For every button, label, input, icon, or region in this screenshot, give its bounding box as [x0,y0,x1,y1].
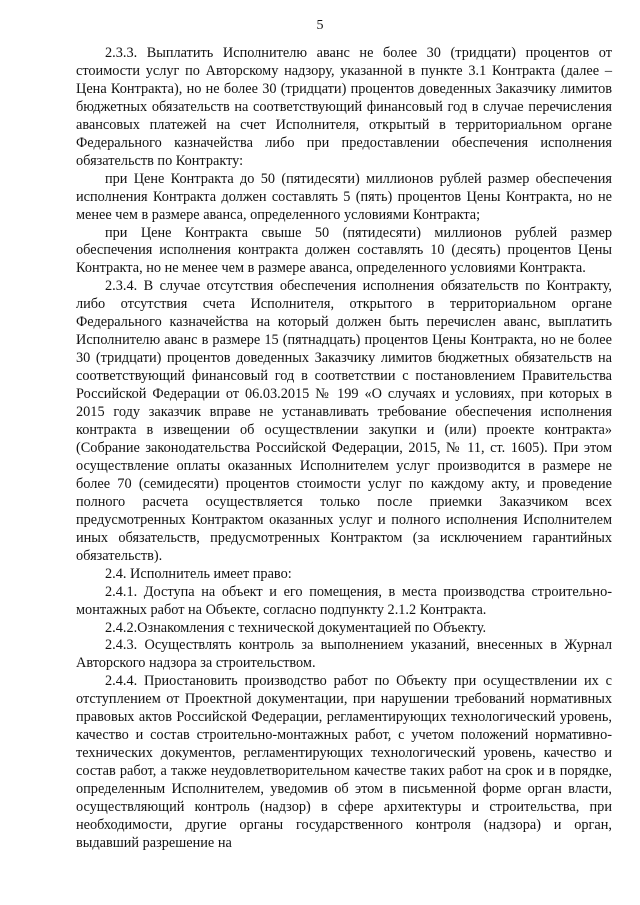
document-body [76,45,612,853]
paragraph-2-4-1: 2.4.1. Доступа на объект и его помещения, в места производства строительно-монтажных работ на Объекте, согласно подпункту 2.1.2 Контракта. [76,583,612,618]
paragraph-2-3-3: 2.3.3. Выплатить Исполнителю аванс не более 30 (тридцати) процентов от стоимости услуг по Авторскому надзору, указанной в пункте 3.1 Контракта (далее – Цена Контракта), но не более 30 (тридцати) процентов доведенных Заказчику лимитов бюджетных обязательств на соответствующий финансовый год в случае перечисления авансовых платежей на счет Исполнителя, открытый в территориальном органе Федерального казначейства либо при предоставлении обеспечения исполнения обязательств по Контракту: [76,45,612,169]
paragraph-2-4-4: 2.4.4. Приостановить производство работ по Объекту при осуществлении их с отступлением от Проектной документации, при нарушении требований нормативных правовых актов Российской Федерации, регламентирующих технологический уровень, качество и состав строительно-монтажных работ, с учетом положений нормативно-технических документов, регламентирующих технологический уровень, качество и состав работ, а также неудовлетворительном качестве таких работ на срок и в порядке, определенным Исполнителем, уведомив об этом в письменной форме орган власти, осуществляющий контроль (надзор) в сфере архитектуры и строительства, при необходимости, другие органы государственного контроля (надзора) и орган, выдавший разрешение на [76,673,612,851]
paragraph-security-over-50m: при Цене Контракта свыше 50 (пятидесяти) миллионов рублей размер обеспечения исполнения контракта должен составлять 10 (десять) процентов Цены Контракта, но не менее чем в размере аванса, определенного условиями Контракта. [76,224,612,277]
page-number: 5 [316,18,324,33]
paragraph-2-3-4: 2.3.4. В случае отсутствия обеспечения исполнения обязательств по Контракту, либо отсутствия счета Исполнителя, открытого в территориальном органе Федерального казначейства на который должен быть перечислен аванс, выплатить Исполнителю аванс в размере 15 (пятнадцать) процентов Цены Контракта, но не более 30 (тридцати) процентов доведенных Заказчику лимитов бюджетных обязательств на соответствующий финансовый год в соответствии с постановлением Правительства Российской Федерации от 06.03.2015 № 199 «О случаях и условиях, при которых в 2015 году заказчик вправе не устанавливать требование обеспечения исполнения контракта в извещении об осуществлении закупки и (или) проекте контракта» (Собрание законодательства Российской Федерации, 2015, № 11, ст. 1605). При этом осуществление оплаты оказанных Исполнителем услуг производится в размере не более 70 (семидесяти) процентов стоимости услуг по каждому акту, и проведение полного расчета осуществляется только после приемки Заказчиком всех предусмотренных Контрактом оказанных услуг и полного исполнения Исполнителем иных обязательств, предусмотренных Контрактом (за исключением гарантийных обязательств). [76,278,612,564]
paragraph-2-4-3: 2.4.3. Осуществлять контроль за выполнением указаний, внесенных в Журнал Авторского надзора за строительством. [76,637,612,672]
paragraph-security-up-to-50m: при Цене Контракта до 50 (пятидесяти) миллионов рублей размер обеспечения исполнения Контракта должен составлять 5 (пять) процентов Цены Контракта, но не менее чем в размере аванса, определенного условиями Контракта; [76,170,612,223]
paragraph-2-4-2: 2.4.2.Ознакомления с технической документацией по Объекту. [105,619,487,636]
paragraph-2-4: 2.4. Исполнитель имеет право: [105,565,292,582]
